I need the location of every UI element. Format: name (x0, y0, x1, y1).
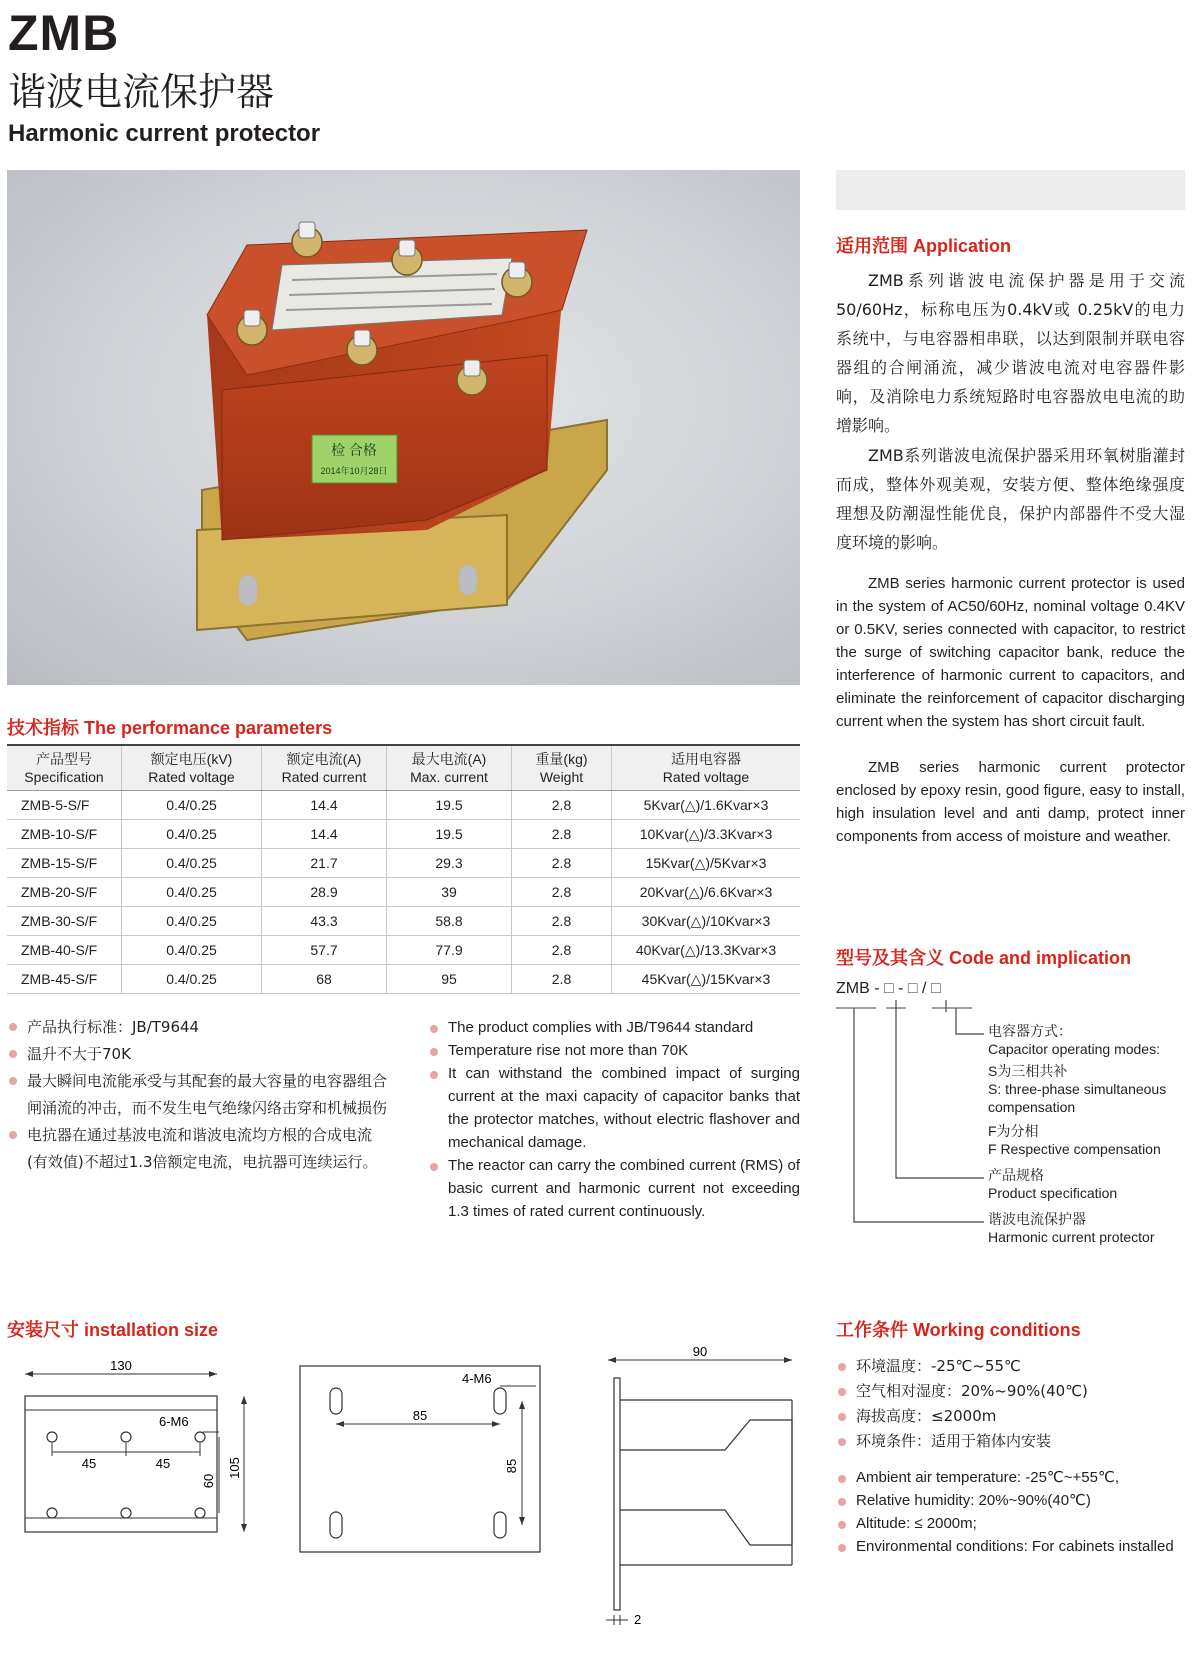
application-cn-p1: ZMB系列谐波电流保护器是用于交流50/60Hz，标称电压为0.4kV或 0.25kV的电力系统中，与电容器相串联，以达到限制并联电容器组的合闸涌流，减少谐波电流对电容器件影响，及消除电力系统短路时电容器放电电流的助增影响。 (836, 271, 1185, 435)
code-spec-block: 产品规格 Product specification (988, 1167, 1118, 1201)
code-formula: ZMB - □ - □ / □ (836, 980, 941, 997)
condition-item: 环境温度：-25℃~55℃ (836, 1354, 1186, 1379)
application-title: 适用范围 Application (836, 236, 1011, 256)
bracket-slot (239, 575, 257, 605)
dim-holes: 6-M6 (159, 1414, 189, 1429)
table-row: ZMB-30-S/F 0.4/0.25 43.3 58.8 2.8 30Kvar(△)/10Kvar×3 (7, 907, 800, 936)
table-row: ZMB-20-S/F 0.4/0.25 28.9 39 2.8 20Kvar(△)/6.6Kvar×3 (7, 878, 800, 907)
note-item: The product complies with JB/T9644 standard (428, 1016, 800, 1039)
dim-pitch-2: 45 (155, 1456, 171, 1471)
condition-item: 海拔高度：≤2000m (836, 1404, 1186, 1429)
condition-item: Ambient air temperature: -25℃~+55℃, (836, 1466, 1186, 1489)
application-en-p2: ZMB series harmonic current protector enclosed by epoxy resin, good figure, easy to install, high insulation level and anti damp, protect inner components from access of moisture and weather. (836, 759, 1185, 845)
working-cn (836, 1354, 1186, 1454)
dim-height: 105 (227, 1457, 242, 1479)
dim-thickness: 2 (634, 1612, 642, 1627)
product-photo (7, 170, 800, 685)
col-header: 额定电流(A) Rated current (262, 745, 387, 791)
dim-width: 90 (692, 1344, 708, 1359)
performance-table (7, 744, 800, 994)
note-item: 产品执行标准：JB/T9644 (7, 1014, 387, 1041)
condition-item: Environmental conditions: For cabinets installed (836, 1535, 1186, 1558)
table-row: ZMB-45-S/F 0.4/0.25 68 95 2.8 45Kvar(△)/15Kvar×3 (7, 965, 800, 994)
drawing-front (7, 1348, 257, 1578)
code-tree-lines (836, 1000, 996, 1230)
code-mode-block: 电容器方式： Capacitor operating modes: S为三相共补 S: three-phase simultaneous compensation F为分相 F Respective compensation (988, 1023, 1167, 1157)
note-item: 温升不大于70K (7, 1041, 387, 1068)
dim-pitch: 85 (412, 1408, 428, 1423)
notes-en (428, 1016, 800, 1223)
installation-title: 安装尺寸 installation size (7, 1320, 219, 1340)
col-header: 适用电容器 Rated voltage (612, 745, 801, 791)
table-row: ZMB-5-S/F 0.4/0.25 14.4 19.5 2.8 5Kvar(△)/1.6Kvar×3 (7, 791, 800, 820)
condition-item: 空气相对湿度：20%~90%(40℃) (836, 1379, 1186, 1404)
col-header: 重量(kg) Weight (512, 745, 612, 791)
sticker-date: 2014年10月28日 (320, 466, 388, 476)
note-item: 最大瞬间电流能承受与其配套的最大容量的电容器组合闸涌流的冲击，而不发生电气绝缘闪络击穿和机械损伤 (7, 1068, 387, 1122)
dim-vert: 85 (504, 1458, 519, 1474)
col-header: 额定电压(kV) Rated voltage (122, 745, 262, 791)
table-header-row (7, 745, 800, 791)
note-item: 电抗器在通过基波电流和谐波电流均方根的合成电流(有效值)不超过1.3倍额定电流，电抗器可连续运行。 (7, 1122, 387, 1176)
table-row: ZMB-10-S/F 0.4/0.25 14.4 19.5 2.8 10Kvar(△)/3.3Kvar×3 (7, 820, 800, 849)
note-item: Temperature rise not more than 70K (428, 1039, 800, 1062)
product-title-en: Harmonic current protector (8, 120, 321, 147)
note-item: The reactor can carry the combined current (RMS) of basic current and harmonic current not exceeding 1.3 times of rated current continuously. (428, 1154, 800, 1223)
dim-vert: 60 (201, 1473, 216, 1489)
code-name-block: 谐波电流保护器 Harmonic current protector (988, 1211, 1155, 1245)
notes-cn (7, 1014, 387, 1176)
condition-item: 环境条件：适用于箱体内安装 (836, 1429, 1186, 1454)
application-cn-p2: ZMB系列谐波电流保护器采用环氧树脂灌封而成，整体外观美观，安装方便、整体绝缘强度理想及防潮湿性能优良，保护内部器件不受大湿度环境的影响。 (836, 446, 1185, 552)
application-en-p1: ZMB series harmonic current protector is used in the system of AC50/60Hz, nominal voltage 0.4KV or 0.5KV, series connected with capacitor, to restrict the surge of switching capacitor bank, reduce the interference of harmonic current to capacitors, and eliminate the reinforcement of capacitor discharging current when the system has short circuit fault. (836, 575, 1185, 730)
col-header: 产品型号 Specification (7, 745, 122, 791)
performance-title: 技术指标 The performance parameters (7, 718, 333, 738)
product-title-cn: 谐波电流保护器 (8, 70, 275, 114)
note-item: It can withstand the combined impact of surging current at the maxi capacity of capacitor banks that the protector matches, without electric flashover and mechanical damage. (428, 1062, 800, 1154)
drawing-side (600, 1340, 810, 1630)
sticker-text: 检 合格 (331, 442, 377, 458)
working-en (836, 1466, 1186, 1558)
working-title: 工作条件 Working conditions (836, 1320, 1081, 1340)
condition-item: Altitude: ≤ 2000m; (836, 1512, 1186, 1535)
col-header: 最大电流(A) Max. current (387, 745, 512, 791)
product-illustration (7, 170, 800, 685)
dim-pitch-1: 45 (81, 1456, 97, 1471)
table-row: ZMB-40-S/F 0.4/0.25 57.7 77.9 2.8 40Kvar(△)/13.3Kvar×3 (7, 936, 800, 965)
table-row: ZMB-15-S/F 0.4/0.25 21.7 29.3 2.8 15Kvar(△)/5Kvar×3 (7, 849, 800, 878)
bracket-slot (459, 565, 477, 595)
header-bar (836, 170, 1185, 210)
drawing-base (290, 1348, 560, 1578)
dim-holes: 4-M6 (462, 1371, 492, 1386)
code-title: 型号及其含义 Code and implication (836, 948, 1132, 968)
product-model: ZMB (8, 5, 120, 61)
condition-item: Relative humidity: 20%~90%(40℃) (836, 1489, 1186, 1512)
dim-width: 130 (110, 1358, 132, 1373)
